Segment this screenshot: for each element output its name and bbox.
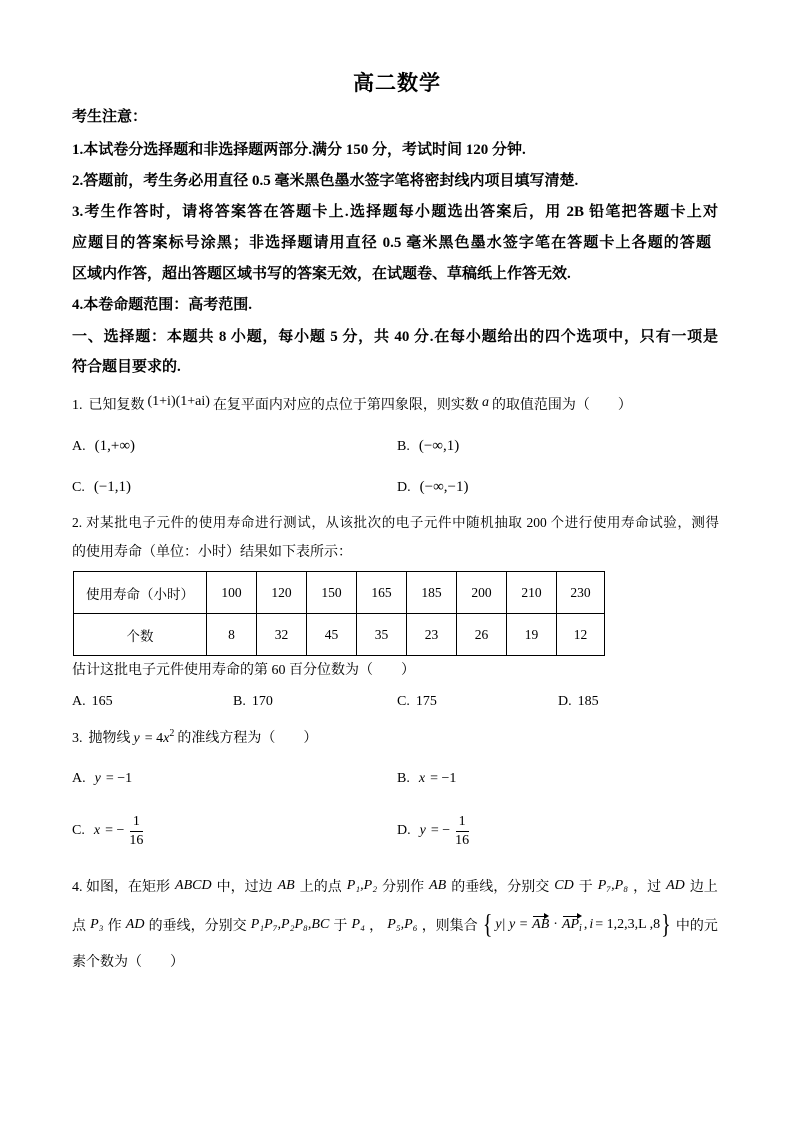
q4-math: P₃: [90, 917, 104, 932]
option-label: A.: [72, 439, 86, 454]
q4-text: 中，过边: [216, 880, 273, 895]
question-number: 1.: [72, 398, 83, 413]
option-rhs: = −1: [105, 771, 133, 786]
option-label: C.: [397, 694, 410, 709]
notice-heading: 考生注意：: [72, 109, 148, 125]
notice-line-2: 2.答题前，考生务必用直径 0.5 毫米黑色墨水签字笔将密封线内项目填写清楚.: [72, 173, 579, 189]
set-index: i: [589, 917, 594, 932]
q1-text-c: 的取值范围为（ ）: [491, 398, 632, 413]
table-cell: 19: [507, 614, 557, 656]
q4-math: P₅,P₆: [387, 917, 418, 932]
q1-option-b: [397, 435, 459, 457]
option-var: x: [418, 771, 426, 786]
fraction-denominator: 16: [455, 832, 470, 848]
fraction: [454, 813, 470, 850]
q1-option-d: [397, 476, 468, 498]
q4-math: P₇,P₈: [597, 878, 629, 893]
q4-math: ABCD: [175, 878, 212, 893]
option-value: 165: [91, 694, 113, 709]
q2-option-a: [72, 691, 113, 713]
q1-complex-expression: (1+i)(1+ai): [147, 394, 210, 409]
table-cell: 200: [457, 572, 507, 614]
q4-text: 于: [578, 880, 593, 895]
set-head: y| y =: [495, 917, 529, 932]
table-cell: 165: [357, 572, 407, 614]
table-cell: 12: [557, 614, 605, 656]
q3-parabola-equation: [133, 728, 175, 746]
q3-var-y: y: [133, 731, 140, 746]
q4-text: 点: [72, 919, 86, 934]
option-value: 170: [251, 694, 273, 709]
option-label: D.: [397, 480, 411, 495]
fraction-numerator: 1: [456, 813, 469, 832]
question-4-line-3: 素个数为（ ）: [72, 955, 184, 970]
table-cell: 26: [457, 614, 507, 656]
fraction: [128, 813, 144, 850]
question-2-prompt: 估计这批电子元件使用寿命的第 60 百分位数为（ ）: [72, 663, 415, 678]
option-label: A.: [72, 694, 86, 709]
q4-math: CD: [554, 878, 574, 893]
section-heading-line-1: 一、选择题：本题共 8 小题，每小题 5 分，共 40 分.在每小题给出的四个选项中，只有一项是: [72, 329, 718, 345]
q3-exponent: 2: [169, 728, 175, 739]
table-row-counts: [74, 614, 605, 656]
question-4-line-1: [72, 874, 718, 898]
q3-eq: = 4: [144, 731, 164, 746]
section-heading-line-2: 符合题目要求的.: [72, 359, 181, 375]
notice-line-6: 4.本卷命题范围：高考范围.: [72, 297, 253, 313]
notice-line-4: 应题目的答案标号涂黑；非选择题请用直径 0.5 毫米黑色墨水签字笔在答题卡上各题的答题: [72, 235, 711, 251]
q4-math: AD: [125, 917, 145, 932]
option-label: D.: [558, 694, 572, 709]
q4-math: AD: [666, 878, 685, 893]
question-2-line-2: 的使用寿命（单位：小时）结果如下表所示：: [72, 545, 352, 560]
table-header-cell: 使用寿命（小时）: [74, 572, 207, 614]
q2-option-c: [397, 691, 437, 713]
option-value: (1,+∞): [94, 438, 136, 454]
table-cell: 100: [207, 572, 257, 614]
set-comma: ,: [583, 917, 588, 932]
option-value: (−1,1): [93, 479, 132, 495]
q4-math: AB: [277, 878, 295, 893]
question-4-line-2: [72, 910, 718, 940]
q4-set-expression: [482, 910, 672, 940]
q4-math: P₄: [351, 917, 365, 932]
option-rel: = −: [430, 823, 451, 838]
option-label: C.: [72, 480, 85, 495]
table-cell: 35: [357, 614, 407, 656]
q1-variable: a: [481, 395, 489, 410]
notice-line-1: 1.本试卷分选择题和非选择题两部分.满分 150 分，考试时间 120 分钟.: [72, 142, 526, 158]
q4-math: AB: [429, 878, 447, 893]
table-cell: 120: [257, 572, 307, 614]
table-cell: 23: [407, 614, 457, 656]
notice-line-5: 区域内作答，超出答题区域书写的答案无效，在试题卷、草稿纸上作答无效.: [72, 266, 571, 282]
table-row-hours: [74, 572, 605, 614]
option-value: (−∞,1): [418, 438, 460, 454]
table-cell: 230: [557, 572, 605, 614]
exam-title: 高二数学: [353, 71, 441, 95]
q4-text: 的垂线，分别交: [148, 919, 247, 934]
option-label: B.: [397, 771, 410, 786]
option-rhs: = −1: [430, 771, 457, 786]
q2-option-d: [558, 691, 599, 713]
q1-text-b: 在复平面内对应的点位于第四象限，则实数: [212, 398, 479, 413]
option-label: C.: [72, 823, 85, 838]
q3-var-x: x: [163, 731, 170, 746]
q4-text: 的垂线，分别交: [451, 880, 550, 895]
option-rel: = −: [105, 823, 125, 838]
fraction-numerator: 1: [130, 813, 143, 832]
fraction-denominator: 16: [129, 832, 144, 848]
q4-text: 4. 如图，在矩形: [72, 880, 170, 895]
q4-text: 上的点: [299, 880, 342, 895]
q1-option-a: [72, 435, 135, 457]
set-open-brace: {: [482, 910, 493, 940]
q4-text: 边上: [689, 880, 718, 895]
table-cell: 45: [307, 614, 357, 656]
option-value: 185: [577, 694, 599, 709]
option-var: y: [94, 771, 101, 786]
vector-subscript: i: [579, 923, 582, 934]
dot-product: ·: [553, 917, 558, 932]
q3-option-a: [72, 768, 132, 790]
q2-option-b: [233, 691, 273, 713]
q3-text-b: 的准线方程为（ ）: [177, 731, 318, 746]
q4-text: 于: [333, 919, 348, 934]
vector-ap-label: AP: [561, 917, 580, 932]
q4-math: P₁,P₂: [346, 878, 378, 893]
question-3-stem: [72, 729, 317, 749]
question-1-stem: [72, 396, 632, 416]
table-cell: 185: [407, 572, 457, 614]
table-header-cell: 个数: [74, 614, 207, 656]
q3-option-d: [397, 811, 470, 851]
q1-text-a: 已知复数: [88, 398, 145, 413]
set-close-brace: }: [661, 910, 671, 940]
table-cell: 8: [207, 614, 257, 656]
option-label: B.: [233, 694, 246, 709]
q3-option-b: [397, 768, 456, 790]
notice-line-3: 3.考生作答时，请将答案答在答题卡上.选择题每小题选出答案后，用 2B 铅笔把答题卡上对: [72, 204, 718, 220]
q4-text: 分别作: [382, 880, 425, 895]
option-value: (−∞,−1): [419, 479, 469, 495]
option-label: A.: [72, 771, 86, 786]
option-var: y: [419, 823, 426, 838]
q1-option-c: [72, 476, 131, 498]
table-cell: 32: [257, 614, 307, 656]
vector-ab: AB: [532, 917, 550, 932]
q4-text: ，: [369, 919, 384, 934]
question-2-line-1: 2. 对某批电子元件的使用寿命进行测试，从该批次的电子元件中随机抽取 200 个进行使用寿命试验，测得: [72, 515, 719, 530]
lifetime-table: [73, 571, 605, 656]
q3-text-a: 抛物线: [88, 731, 131, 746]
question-number: 3.: [72, 731, 83, 746]
vector-ap-i: [562, 917, 582, 933]
option-var: x: [93, 823, 101, 838]
q4-text: ，则集合: [421, 919, 478, 934]
option-label: B.: [397, 439, 410, 454]
q4-text: 作: [107, 919, 122, 934]
q4-text: ，过: [633, 880, 662, 895]
q4-text: 中的元: [675, 919, 718, 934]
set-range: = 1,2,3,L ,8: [595, 917, 661, 932]
q4-math: P₁P₇,P₂P₈,BC: [250, 917, 330, 932]
option-label: D.: [397, 823, 411, 838]
table-cell: 150: [307, 572, 357, 614]
option-value: 175: [415, 694, 437, 709]
q3-option-c: [72, 811, 144, 851]
table-cell: 210: [507, 572, 557, 614]
